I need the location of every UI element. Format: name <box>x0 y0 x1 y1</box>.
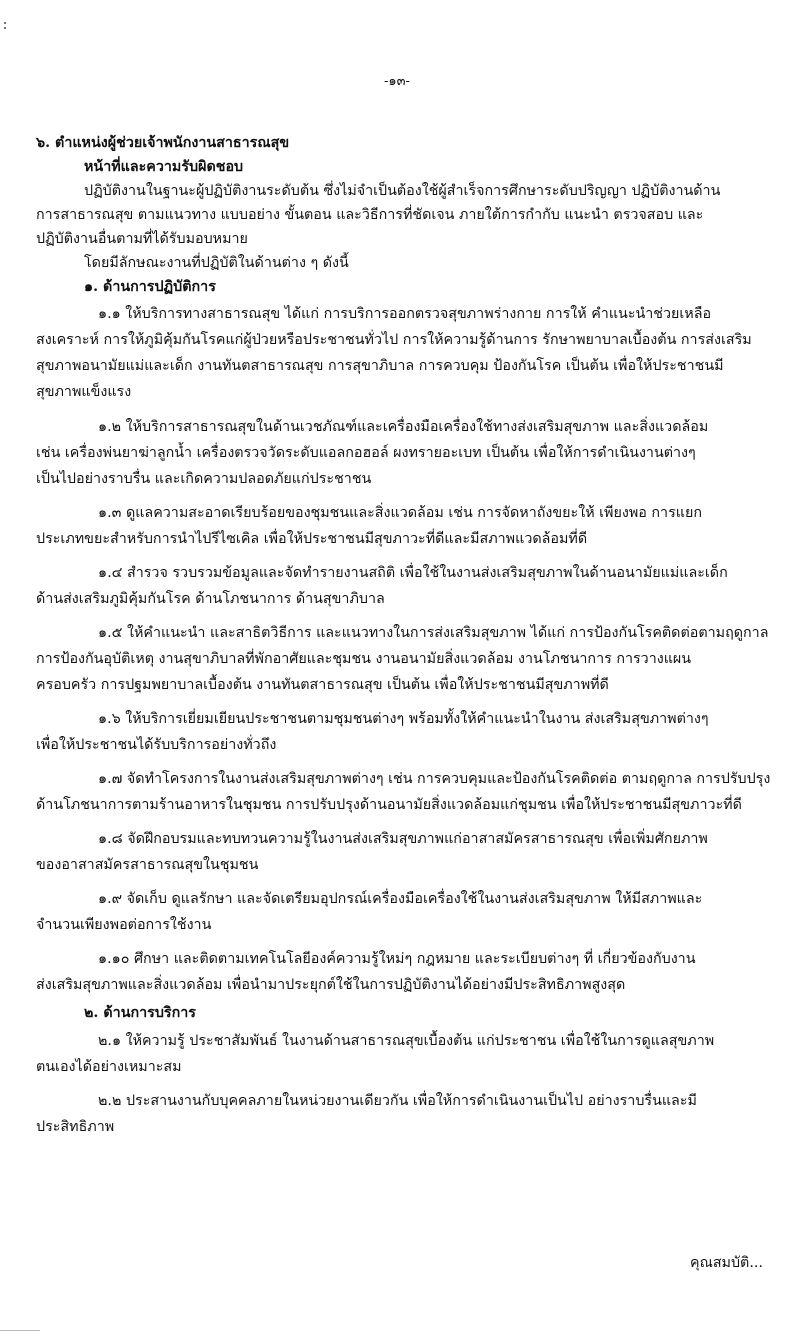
item-1-9-line: ๑.๙ จัดเก็บ ดูแลรักษา และจัดเตรียมอุปกรณ์เครื่องมือเครื่องใช้ในงานส่งเสริมสุขภาพ ให้มีสภาพและ <box>98 891 703 907</box>
intro-line: ปฏิบัติงานอื่นตามที่ได้รับมอบหมาย <box>36 231 248 247</box>
item-1-1-line: สุขภาพแข็งแรง <box>36 384 132 400</box>
intro-line: ปฏิบัติงานในฐานะผู้ปฏิบัติงานระดับต้น ซึ่งไม่จำเป็นต้องใช้ผู้สำเร็จการศึกษาระดับปริญญา ปฏิบัติงานด้าน <box>84 183 721 199</box>
item-1-4-line: ด้านส่งเสริมภูมิคุ้มกันโรค ด้านโภชนาการ ด้านสุขาภิบาล <box>36 591 385 607</box>
item-1-5-line: ครอบครัว การปฐมพยาบาลเบื้องต้น งานทันตสาธารณสุข เป็นต้น เพื่อให้ประชาชนมีสุขภาพที่ดี <box>36 677 609 693</box>
section-2-heading: ๒. ด้านการบริการ <box>84 1005 196 1021</box>
intro-line: การสาธารณสุข ตามแนวทาง แบบอย่าง ขั้นตอน และวิธีการที่ชัดเจน ภายใต้การกำกับ แนะนำ ตรวจสอบ และ <box>36 207 704 223</box>
item-1-4-line: ๑.๔ สำรวจ รวบรวมข้อมูลและจัดทำรายงานสถิติ เพื่อใช้ในงานส่งเสริมสุขภาพในด้านอนามัยแม่และเด็ก <box>98 565 728 581</box>
item-1-2-line: ๑.๒ ให้บริการสาธารณสุขในด้านเวชภัณฑ์และเครื่องมือเครื่องใช้ทางส่งเสริมสุขภาพ และสิ่งแวดล้อม <box>98 419 709 435</box>
item-2-2-line: ประสิทธิภาพ <box>36 1119 115 1135</box>
intro-line: โดยมีลักษณะงานที่ปฏิบัติในด้านต่าง ๆ ดังนี้ <box>84 255 349 271</box>
scan-bottom-mark <box>0 1330 40 1331</box>
scan-corner-mark <box>4 22 10 36</box>
item-2-2-line: ๒.๒ ประสานงานกับบุคคลภายในหน่วยงานเดียวกัน เพื่อให้การดำเนินงานเป็นไป อย่างราบรื่นและมี <box>98 1093 697 1109</box>
item-1-2-line: เป็นไปอย่างราบรื่น และเกิดความปลอดภัยแก่ประชาชน <box>36 471 372 487</box>
item-1-1-line: สุขภาพอนามัยแม่และเด็ก งานทันตสาธารณสุข การสุขาภิบาล การควบคุม ป้องกันโรค เป็นต้น เพื่อให้ประชาชนมี <box>36 358 724 374</box>
position-title: ๖. ตำแหน่งผู้ช่วยเจ้าพนักงานสาธารณสุข <box>36 135 290 151</box>
item-1-8-line: ๑.๘ จัดฝึกอบรมและทบทวนความรู้ในงานส่งเสริมสุขภาพแก่อาสาสมัครสาธารณสุข เพื่อเพิ่มศักยภาพ <box>98 831 708 847</box>
item-1-8-line: ของอาสาสมัครสาธารณสุขในชุมชน <box>36 857 259 873</box>
item-1-6-line: ๑.๖ ให้บริการเยี่ยมเยียนประชาชนตามชุมชนต่างๆ พร้อมทั้งให้คำแนะนำในงาน ส่งเสริมสุขภาพต่างๆ <box>98 711 709 727</box>
item-1-2-line: เช่น เครื่องพ่นยาฆ่าลูกน้ำ เครื่องตรวจวัดระดับแอลกอฮอล์ ผงทรายอะเบท เป็นต้น เพื่อให้การดำเนินงานต่างๆ <box>36 445 696 461</box>
duties-heading: หน้าที่และความรับผิดชอบ <box>84 159 244 175</box>
item-1-5-line: ๑.๕ ให้คำแนะนำ และสาธิตวิธีการ และแนวทางในการส่งเสริมสุขภาพ ได้แก่ การป้องกันโรคติดต่อตามฤดูกาล <box>98 625 769 641</box>
item-1-7-line: ด้านโภชนาการตามร้านอาหารในชุมชน การปรับปรุงด้านอนามัยสิ่งแวดล้อมแก่ชุมชน เพื่อให้ประชาชนมีสุขภาวะที่ดี <box>36 797 742 813</box>
page-number: -๑๓- <box>384 74 410 89</box>
item-1-1-line: ๑.๑ ให้บริการทางสาธารณสุข ได้แก่ การบริการออกตรวจสุขภาพร่างกาย การให้ คำแนะนำช่วยเหลือ <box>98 306 712 322</box>
item-1-9-line: จำนวนเพียงพอต่อการใช้งาน <box>36 917 212 933</box>
section-1-heading: ๑. ด้านการปฏิบัติการ <box>84 279 216 295</box>
item-1-3-line: ประเภทขยะสำหรับการนำไปรีไซเคิล เพื่อให้ประชาชนมีสุขภาวะที่ดีและมีสภาพแวดล้อมที่ดี <box>36 531 588 547</box>
item-1-3-line: ๑.๓ ดูแลความสะอาดเรียบร้อยของชุมชนและสิ่งแวดล้อม เช่น การจัดหาถังขยะให้ เพียงพอ การแยก <box>98 505 702 521</box>
item-1-10-line: ๑.๑๐ ศึกษา และติดตามเทคโนโลยีองค์ความรู้ใหม่ๆ กฎหมาย และระเบียบต่างๆ ที่ เกี่ยวข้องกับงาน <box>98 951 696 967</box>
continuation-label: คุณสมบัติ... <box>690 1255 763 1271</box>
item-1-5-line: การป้องกันอุบัติเหตุ งานสุขาภิบาลที่พักอาศัยและชุมชน งานอนามัยสิ่งแวดล้อม งานโภชนาการ การวางแผน <box>36 651 692 667</box>
item-1-7-line: ๑.๗ จัดทำโครงการในงานส่งเสริมสุขภาพต่างๆ เช่น การควบคุมและป้องกันโรคติดต่อ ตามฤดูกาล การปรับปรุง <box>98 771 771 787</box>
item-2-1-line: ๒.๑ ให้ความรู้ ประชาสัมพันธ์ ในงานด้านสาธารณสุขเบื้องต้น แก่ประชาชน เพื่อใช้ในการดูแลสุขภาพ <box>98 1033 715 1049</box>
item-1-6-line: เพื่อให้ประชาชนได้รับบริการอย่างทั่วถึง <box>36 737 277 753</box>
item-2-1-line: ตนเองได้อย่างเหมาะสม <box>36 1059 182 1075</box>
item-1-1-line: สงเคราะห์ การให้ภูมิคุ้มกันโรคแก่ผู้ป่วยหรือประชาชนทั่วไป การให้ความรู้ด้านการ รักษาพยาบาลเบื้องต้น การส่งเสริม <box>36 332 752 348</box>
item-1-10-line: ส่งเสริมสุขภาพและสิ่งแวดล้อม เพื่อนำมาประยุกต์ใช้ในการปฏิบัติงานได้อย่างมีประสิทธิภาพสูงสุด <box>36 977 626 993</box>
